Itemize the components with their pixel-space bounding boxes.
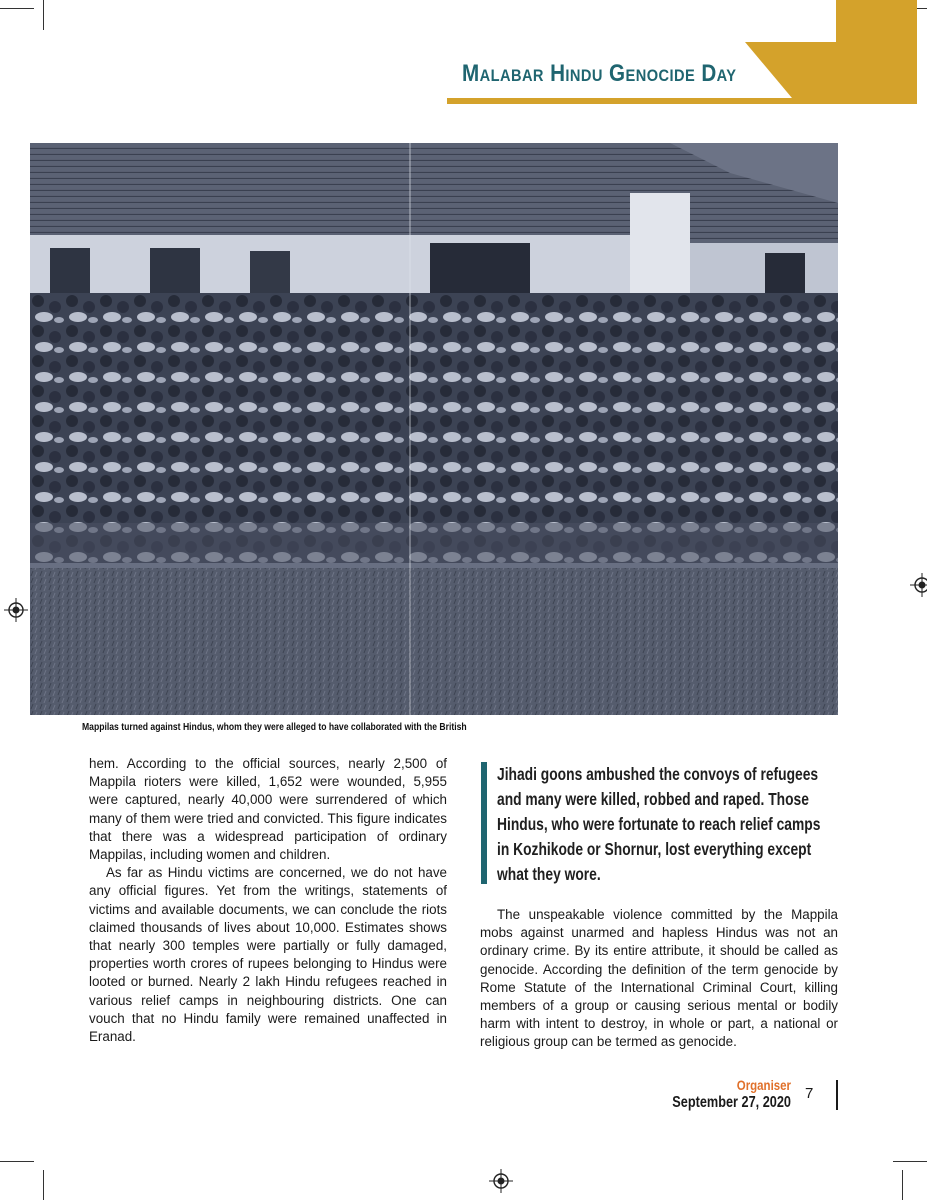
header-rule: [447, 98, 797, 104]
header-accent-wedge: [745, 42, 797, 104]
paragraph: As far as Hindu victims are concerned, we do not have any official figures. Yet from the writings, statements of victims and available documents, we can conclude the riots claimed thousands of lives about 10,000. Estimates shows that nearly 300 temples were partially or fully damaged, properties worth crores of rupees belonging to Hindus were looted or burned. Nearly 2 lakh Hindu refugees reached in various relief camps in neighbouring districts. One can vouch that no Hindu family were remained unaffected in Eranad.: [89, 865, 447, 1045]
crop-mark-top-left-v: [43, 0, 44, 30]
footer-rule: [836, 1080, 838, 1110]
paragraph: hem. According to the official sources, nearly 2,500 of Mappila rioters were killed, 1,652 were wounded, 5,955 were captured, nearly 40,000 were surrendered of which many of them were tried and convicted. This figure indicates that there was a widespread participation of ordinary Mappilas, including women and children.: [89, 756, 447, 863]
registration-target-bottom: [489, 1169, 513, 1193]
article-column-right: [480, 906, 838, 1052]
issue-date: September 27, 2020: [672, 1094, 791, 1111]
registration-target-right: [910, 573, 927, 597]
crop-mark-bottom-right-h: [893, 1161, 927, 1162]
paragraph: The unspeakable violence committed by the Mappila mobs against unarmed and hapless Hindus was not an ordinary crime. By its entire attribute, it should be called as genocide. According the definition of the term genocide by Rome Statute of the International Criminal Court, killing members of a group or causing serious mental or bodily harm with intent to destroy, in whole or part, a national or religious group can be termed as genocide.: [480, 907, 838, 1050]
pull-quote-bar: [481, 762, 487, 884]
archival-photo: [30, 143, 838, 715]
publication-name: Organiser: [736, 1077, 791, 1093]
section-title: Malabar Hindu Genocide Day: [462, 60, 737, 87]
article-column-left: [89, 755, 447, 1046]
crop-mark-bottom-left-h: [0, 1161, 34, 1162]
page-number: 7: [805, 1085, 814, 1102]
pull-quote: Jihadi goons ambushed the convoys of refugees and many were killed, robbed and raped. Those Hindus, who were fortunate to reach relief camps in Kozhikode or Shornur, lost everything except what they wore.: [497, 764, 821, 884]
crop-mark-top-left-h: [0, 8, 34, 9]
registration-target-left: [4, 598, 28, 622]
photo-caption: Mappilas turned against Hindus, whom they were alleged to have collaborated with the British: [82, 721, 467, 733]
crop-mark-bottom-right-v: [902, 1170, 903, 1200]
crop-mark-bottom-left-v: [43, 1170, 44, 1200]
header-accent-tab: [836, 0, 917, 42]
